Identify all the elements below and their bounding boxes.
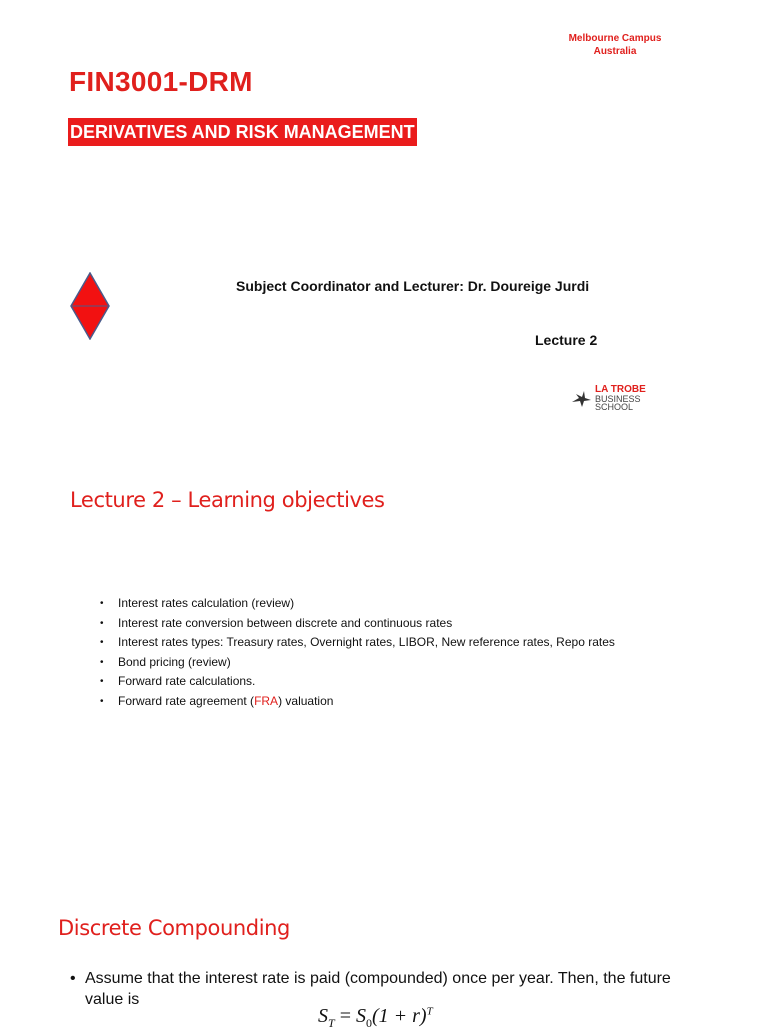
logo-line-3: SCHOOL xyxy=(595,402,634,412)
list-item: • Interest rates types: Treasury rates, Overnight rates, LIBOR, New reference rates, Repo rates xyxy=(100,633,615,653)
course-code: FIN3001-DRM xyxy=(69,66,253,97)
logo-line-1: LA TROBE xyxy=(595,384,646,395)
coordinator-line: Subject Coordinator and Lecturer: Dr. Doureige Jurdi xyxy=(236,278,590,294)
la-trobe-logo xyxy=(570,385,670,415)
campus-country: Australia xyxy=(593,46,637,57)
logo-line-2: BUSINESS xyxy=(595,394,641,404)
compounding-text: Assume that the interest rate is paid (compounded) once per year. Then, the future value is xyxy=(85,970,671,1008)
list-item: • Forward rate agreement (FRA) valuation xyxy=(100,692,615,712)
objectives-title: Lecture 2 – Learning objectives xyxy=(70,488,385,512)
fra-highlight: FRA xyxy=(254,693,279,708)
list-item: • Interest rates calculation (review) xyxy=(100,594,615,614)
campus-label xyxy=(540,32,690,58)
list-item: • Forward rate calculations. xyxy=(100,672,615,692)
campus-city: Melbourne Campus xyxy=(568,33,662,44)
diamond-logo-icon xyxy=(70,272,110,340)
list-item: • Bond pricing (review) xyxy=(100,653,615,673)
bird-logo-icon xyxy=(570,388,592,410)
future-value-formula: $S_T = S_0(1 + r)^T$ xyxy=(318,1005,433,1030)
lecture-number: Lecture 2 xyxy=(535,332,598,348)
objectives-list xyxy=(100,594,615,712)
course-title-banner: DERIVATIVES AND RISK MANAGEMENT xyxy=(68,118,417,146)
discrete-compounding-title: Discrete Compounding xyxy=(58,916,290,940)
list-item: • Interest rate conversion between discrete and continuous rates xyxy=(100,614,615,634)
compounding-bullet: • Assume that the interest rate is paid (compounded) once per year. Then, the future value is xyxy=(70,968,710,1010)
